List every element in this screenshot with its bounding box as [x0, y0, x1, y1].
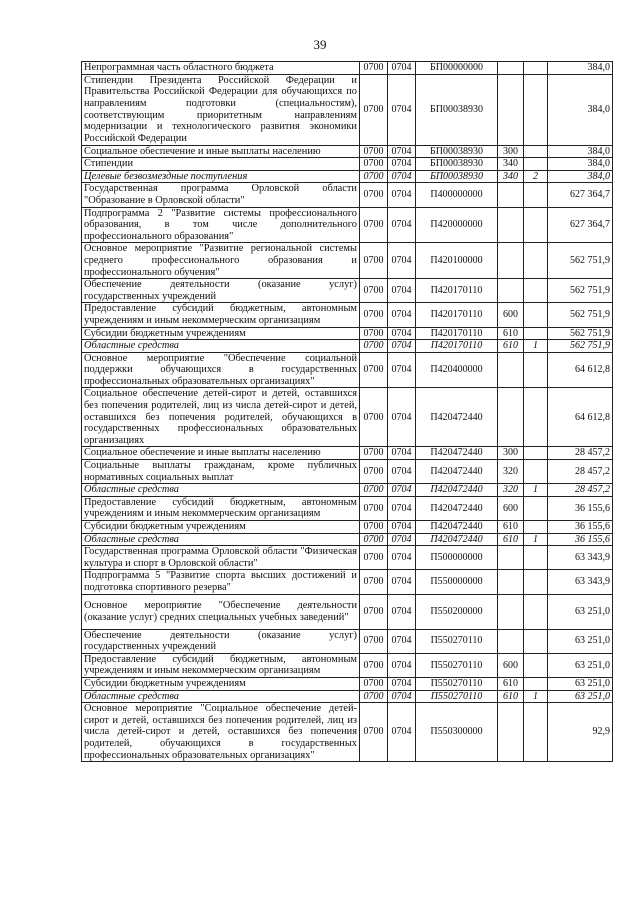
row-subsection-code: 0704 — [388, 207, 416, 243]
row-subsection-code: 0704 — [388, 653, 416, 677]
row-target-article: П420100000 — [416, 243, 498, 279]
table-row — [82, 62, 613, 75]
table-row — [82, 677, 613, 690]
row-target-article: П420170110 — [416, 327, 498, 340]
table-row — [82, 352, 613, 388]
row-subsection-code: 0704 — [388, 183, 416, 207]
row-name: Целевые безвозмездные поступления — [82, 170, 360, 183]
row-expense-type: 320 — [498, 460, 524, 484]
row-subsection-code: 0704 — [388, 145, 416, 158]
table-row — [82, 183, 613, 207]
row-amount: 63 343,9 — [548, 570, 613, 594]
row-target-article: П500000000 — [416, 546, 498, 570]
row-funding-source — [524, 521, 548, 534]
row-target-article: П400000000 — [416, 183, 498, 207]
row-funding-source — [524, 145, 548, 158]
row-expense-type — [498, 629, 524, 653]
row-section-code: 0700 — [360, 546, 388, 570]
row-target-article: П550270110 — [416, 677, 498, 690]
row-target-article: П420472440 — [416, 447, 498, 460]
row-target-article: П420000000 — [416, 207, 498, 243]
row-funding-source: 2 — [524, 170, 548, 183]
row-subsection-code: 0704 — [388, 158, 416, 171]
row-name: Субсидии бюджетным учреждениям — [82, 677, 360, 690]
row-section-code: 0700 — [360, 279, 388, 303]
row-name: Обеспечение деятельности (оказание услуг) государственных учреждений — [82, 629, 360, 653]
row-target-article: БП00000000 — [416, 62, 498, 75]
row-section-code: 0700 — [360, 690, 388, 703]
row-funding-source: 1 — [524, 690, 548, 703]
table-row — [82, 496, 613, 520]
table-row — [82, 158, 613, 171]
row-amount: 63 343,9 — [548, 546, 613, 570]
row-name: Областные средства — [82, 533, 360, 546]
table-row — [82, 207, 613, 243]
row-expense-type: 610 — [498, 690, 524, 703]
row-expense-type: 340 — [498, 170, 524, 183]
row-target-article: П550270110 — [416, 690, 498, 703]
row-amount: 28 457,2 — [548, 447, 613, 460]
row-funding-source — [524, 447, 548, 460]
row-section-code: 0700 — [360, 703, 388, 762]
row-target-article: П420472440 — [416, 460, 498, 484]
table-row — [82, 703, 613, 762]
row-amount: 63 251,0 — [548, 629, 613, 653]
row-name: Субсидии бюджетным учреждениям — [82, 327, 360, 340]
row-name: Основное мероприятие "Социальное обеспечение детей-сирот и детей, оставшихся без попечения родителей, лиц из числа детей-сирот и детей, оставшихся без попечения родителей, обучающихся в государственных профессиональных образовательных организациях" — [82, 703, 360, 762]
row-target-article: П550200000 — [416, 594, 498, 629]
row-expense-type — [498, 207, 524, 243]
table-row — [82, 533, 613, 546]
row-section-code: 0700 — [360, 62, 388, 75]
row-section-code: 0700 — [360, 677, 388, 690]
row-subsection-code: 0704 — [388, 484, 416, 497]
row-name: Стипендии Президента Российской Федерации и Правительства Российской Федерации для обучающихся по направлениям подготовки (специальностям), соответствующим приоритетным направлениям модернизации и технологического развития экономики Российской Федерации — [82, 74, 360, 145]
row-subsection-code: 0704 — [388, 496, 416, 520]
row-amount: 64 612,8 — [548, 352, 613, 388]
row-expense-type — [498, 546, 524, 570]
row-funding-source — [524, 327, 548, 340]
row-amount: 562 751,9 — [548, 303, 613, 327]
row-expense-type: 610 — [498, 521, 524, 534]
row-amount: 562 751,9 — [548, 279, 613, 303]
row-name: Государственная программа Орловской области "Образование в Орловской области" — [82, 183, 360, 207]
row-target-article: П420472440 — [416, 496, 498, 520]
row-funding-source — [524, 62, 548, 75]
row-subsection-code: 0704 — [388, 703, 416, 762]
row-section-code: 0700 — [360, 629, 388, 653]
row-subsection-code: 0704 — [388, 62, 416, 75]
row-subsection-code: 0704 — [388, 546, 416, 570]
table-row — [82, 460, 613, 484]
row-expense-type: 300 — [498, 145, 524, 158]
row-target-article: БП00038930 — [416, 170, 498, 183]
row-funding-source: 1 — [524, 340, 548, 353]
row-section-code: 0700 — [360, 303, 388, 327]
row-name: Основное мероприятие "Обеспечение деятельности (оказание услуг) средних специальных учебных заведений" — [82, 594, 360, 629]
row-subsection-code: 0704 — [388, 74, 416, 145]
table-row — [82, 484, 613, 497]
row-section-code: 0700 — [360, 352, 388, 388]
table-row — [82, 690, 613, 703]
row-expense-type: 610 — [498, 327, 524, 340]
row-section-code: 0700 — [360, 243, 388, 279]
table-row — [82, 170, 613, 183]
row-expense-type — [498, 243, 524, 279]
table-row — [82, 570, 613, 594]
row-funding-source — [524, 183, 548, 207]
row-amount: 562 751,9 — [548, 243, 613, 279]
row-expense-type — [498, 279, 524, 303]
row-subsection-code: 0704 — [388, 327, 416, 340]
row-amount: 92,9 — [548, 703, 613, 762]
row-subsection-code: 0704 — [388, 629, 416, 653]
row-funding-source — [524, 243, 548, 279]
row-target-article: БП00038930 — [416, 158, 498, 171]
row-expense-type: 610 — [498, 533, 524, 546]
row-amount: 28 457,2 — [548, 460, 613, 484]
row-subsection-code: 0704 — [388, 447, 416, 460]
row-amount: 384,0 — [548, 62, 613, 75]
table-row — [82, 74, 613, 145]
row-amount: 63 251,0 — [548, 594, 613, 629]
table-row — [82, 303, 613, 327]
row-funding-source — [524, 279, 548, 303]
table-row — [82, 279, 613, 303]
row-subsection-code: 0704 — [388, 690, 416, 703]
row-amount: 384,0 — [548, 145, 613, 158]
row-funding-source — [524, 352, 548, 388]
table-row — [82, 145, 613, 158]
row-section-code: 0700 — [360, 521, 388, 534]
budget-table — [81, 61, 613, 762]
row-amount: 63 251,0 — [548, 653, 613, 677]
row-expense-type: 610 — [498, 677, 524, 690]
row-funding-source — [524, 594, 548, 629]
row-section-code: 0700 — [360, 158, 388, 171]
row-name: Социальное обеспечение и иные выплаты населению — [82, 447, 360, 460]
row-subsection-code: 0704 — [388, 594, 416, 629]
row-name: Социальные выплаты гражданам, кроме публичных нормативных социальных выплат — [82, 460, 360, 484]
row-subsection-code: 0704 — [388, 243, 416, 279]
row-name: Непрограммная часть областного бюджета — [82, 62, 360, 75]
row-expense-type — [498, 74, 524, 145]
row-expense-type: 340 — [498, 158, 524, 171]
row-amount: 36 155,6 — [548, 521, 613, 534]
row-funding-source — [524, 703, 548, 762]
row-name: Областные средства — [82, 340, 360, 353]
row-expense-type — [498, 594, 524, 629]
row-funding-source — [524, 496, 548, 520]
row-target-article: П420472440 — [416, 533, 498, 546]
row-expense-type — [498, 570, 524, 594]
row-expense-type: 320 — [498, 484, 524, 497]
row-target-article: П550270110 — [416, 629, 498, 653]
row-amount: 28 457,2 — [548, 484, 613, 497]
row-target-article: П550300000 — [416, 703, 498, 762]
row-funding-source — [524, 207, 548, 243]
row-section-code: 0700 — [360, 170, 388, 183]
row-amount: 384,0 — [548, 158, 613, 171]
row-section-code: 0700 — [360, 447, 388, 460]
row-name: Государственная программа Орловской области "Физическая культура и спорт в Орловской области" — [82, 546, 360, 570]
row-expense-type: 600 — [498, 303, 524, 327]
row-expense-type: 600 — [498, 496, 524, 520]
row-section-code: 0700 — [360, 594, 388, 629]
table-row — [82, 521, 613, 534]
row-amount: 384,0 — [548, 170, 613, 183]
row-section-code: 0700 — [360, 74, 388, 145]
row-name: Предоставление субсидий бюджетным, автономным учреждениям и иным некоммерческим организациям — [82, 496, 360, 520]
row-subsection-code: 0704 — [388, 279, 416, 303]
table-row — [82, 653, 613, 677]
table-row — [82, 243, 613, 279]
row-target-article: П420472440 — [416, 388, 498, 447]
row-section-code: 0700 — [360, 388, 388, 447]
table-row — [82, 594, 613, 629]
row-amount: 63 251,0 — [548, 690, 613, 703]
row-section-code: 0700 — [360, 327, 388, 340]
row-funding-source — [524, 303, 548, 327]
row-name: Подпрограмма 5 "Развитие спорта высших достижений и подготовка спортивного резерва" — [82, 570, 360, 594]
row-amount: 627 364,7 — [548, 207, 613, 243]
row-name: Основное мероприятие "Развитие региональной системы среднего профессионального образования и профессионального обучения" — [82, 243, 360, 279]
row-name: Обеспечение деятельности (оказание услуг) государственных учреждений — [82, 279, 360, 303]
row-target-article: П420400000 — [416, 352, 498, 388]
row-target-article: БП00038930 — [416, 74, 498, 145]
row-funding-source — [524, 460, 548, 484]
row-funding-source — [524, 158, 548, 171]
row-name: Областные средства — [82, 690, 360, 703]
row-amount: 562 751,9 — [548, 340, 613, 353]
row-subsection-code: 0704 — [388, 340, 416, 353]
budget-table-body — [82, 62, 613, 762]
row-name: Субсидии бюджетным учреждениям — [82, 521, 360, 534]
row-subsection-code: 0704 — [388, 170, 416, 183]
row-expense-type — [498, 62, 524, 75]
row-target-article: БП00038930 — [416, 145, 498, 158]
row-amount: 384,0 — [548, 74, 613, 145]
row-name: Социальное обеспечение детей-сирот и детей, оставшихся без попечения родителей, лиц из числа детей-сирот и детей, оставшихся без попечения родителей, обучающихся в государственных профессиональных образовательных организациях — [82, 388, 360, 447]
row-funding-source — [524, 546, 548, 570]
row-section-code: 0700 — [360, 653, 388, 677]
page-number: 39 — [313, 37, 327, 52]
row-target-article: П420472440 — [416, 521, 498, 534]
row-name: Предоставление субсидий бюджетным, автономным учреждениям и иным некоммерческим организациям — [82, 303, 360, 327]
row-section-code: 0700 — [360, 207, 388, 243]
row-amount: 562 751,9 — [548, 327, 613, 340]
row-name: Областные средства — [82, 484, 360, 497]
row-section-code: 0700 — [360, 533, 388, 546]
row-subsection-code: 0704 — [388, 677, 416, 690]
row-target-article: П420170110 — [416, 303, 498, 327]
row-amount: 64 612,8 — [548, 388, 613, 447]
row-subsection-code: 0704 — [388, 352, 416, 388]
table-row — [82, 546, 613, 570]
row-subsection-code: 0704 — [388, 533, 416, 546]
row-expense-type — [498, 388, 524, 447]
row-expense-type: 600 — [498, 653, 524, 677]
row-funding-source: 1 — [524, 484, 548, 497]
row-funding-source — [524, 570, 548, 594]
row-name: Стипендии — [82, 158, 360, 171]
row-target-article: П420472440 — [416, 484, 498, 497]
table-row — [82, 388, 613, 447]
row-expense-type — [498, 183, 524, 207]
row-section-code: 0700 — [360, 570, 388, 594]
row-name: Социальное обеспечение и иные выплаты населению — [82, 145, 360, 158]
row-section-code: 0700 — [360, 183, 388, 207]
row-name: Предоставление субсидий бюджетным, автономным учреждениям и иным некоммерческим организациям — [82, 653, 360, 677]
row-funding-source — [524, 629, 548, 653]
row-amount: 36 155,6 — [548, 496, 613, 520]
row-subsection-code: 0704 — [388, 303, 416, 327]
row-subsection-code: 0704 — [388, 521, 416, 534]
table-row — [82, 340, 613, 353]
table-row — [82, 629, 613, 653]
row-expense-type: 610 — [498, 340, 524, 353]
row-subsection-code: 0704 — [388, 388, 416, 447]
row-section-code: 0700 — [360, 340, 388, 353]
table-row — [82, 447, 613, 460]
row-funding-source — [524, 74, 548, 145]
row-funding-source — [524, 677, 548, 690]
row-expense-type — [498, 352, 524, 388]
row-expense-type: 300 — [498, 447, 524, 460]
row-name: Подпрограмма 2 "Развитие системы профессионального образования, в том числе дополнительного профессионального образования" — [82, 207, 360, 243]
row-subsection-code: 0704 — [388, 460, 416, 484]
row-funding-source: 1 — [524, 533, 548, 546]
row-expense-type — [498, 703, 524, 762]
table-row — [82, 327, 613, 340]
row-amount: 63 251,0 — [548, 677, 613, 690]
row-funding-source — [524, 388, 548, 447]
row-funding-source — [524, 653, 548, 677]
row-target-article: П550270110 — [416, 653, 498, 677]
row-subsection-code: 0704 — [388, 570, 416, 594]
row-amount: 36 155,6 — [548, 533, 613, 546]
row-section-code: 0700 — [360, 145, 388, 158]
row-amount: 627 364,7 — [548, 183, 613, 207]
row-target-article: П420170110 — [416, 340, 498, 353]
row-target-article: П420170110 — [416, 279, 498, 303]
row-section-code: 0700 — [360, 484, 388, 497]
row-name: Основное мероприятие "Обеспечение социальной поддержки обучающихся в государственных профессиональных образовательных организациях" — [82, 352, 360, 388]
row-section-code: 0700 — [360, 496, 388, 520]
row-target-article: П550000000 — [416, 570, 498, 594]
row-section-code: 0700 — [360, 460, 388, 484]
